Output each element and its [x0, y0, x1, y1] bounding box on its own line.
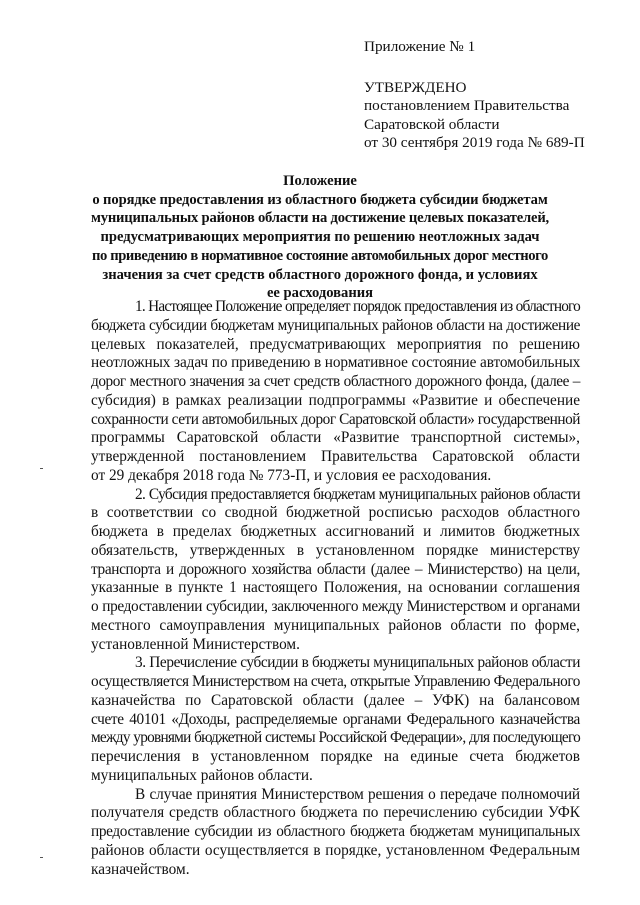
title-line: предусматривающих мероприятия по решению неотложных задач [100, 229, 540, 246]
paragraph-line: В случае принятия Министерством решения о передаче полномочий [135, 785, 580, 803]
title-line: муниципальных районов области на достижение целевых показателей, [91, 210, 549, 227]
paragraph-line: счете 40101 «Доходы, распределяемые органами Федерального казначейства [91, 710, 580, 728]
paragraph-line: неотложных задач по приведению в нормативное состояние автомобильных [91, 354, 581, 372]
paragraph-line: районов области осуществляется в порядке, установленном Федеральным [91, 841, 580, 859]
paragraph-line: утвержденной постановлением Правительства Саратовской области [91, 448, 580, 465]
title-line: ее расходования [266, 285, 374, 302]
title-line: о порядке предоставления из областного бюджета субсидии бюджетам [92, 191, 548, 208]
paragraph-line: обязательств, утвержденных в установленном порядке министерству [91, 541, 580, 559]
appendix-label: Приложение № 1 [364, 38, 476, 55]
paragraph-line: дорог местного значения за счет средств областного дорожного фонда, (далее – [91, 373, 580, 390]
approval-block [364, 38, 624, 153]
paragraph-line: осуществляется Министерством на счета, открытые Управлению Федерального [91, 673, 580, 690]
paragraph-line: указанные в пункте 1 настоящего Положения, на основании соглашения [91, 579, 580, 597]
paragraph-line: бюджета в пределах бюджетных ассигнований и лимитов бюджетных [91, 523, 580, 540]
paragraph-line: перечисления в установленном порядке на единые счета бюджетов [91, 748, 580, 765]
paragraph-line: между уровнями бюджетной системы Российской Федерации», для последующего [91, 729, 580, 747]
paragraph-line: 1. Настоящее Положение определяет порядок предоставления из областного [135, 298, 580, 315]
paragraph-line: местного самоуправления муниципальных районов области по форме, [91, 616, 580, 634]
document-title [90, 172, 550, 303]
approval-line: Саратовской области [364, 115, 500, 133]
title-line: значения за счет средств областного дорожного фонда, и условиях [102, 266, 538, 283]
paragraph-line: предоставление субсидии из областного бюджета бюджетам муниципальных [91, 823, 580, 840]
approval-line: постановлением Правительства [364, 97, 570, 114]
scan-mark [40, 468, 43, 469]
paragraph-line: получателя средств областного бюджета по перечислению субсидии УФК [91, 804, 580, 822]
paragraph-line: программы Саратовской области «Развитие транспортной системы», [91, 429, 580, 447]
paragraph-line: в соответствии со сводной бюджетной росписью расходов областного [91, 504, 580, 522]
document-body [91, 298, 580, 879]
title-line: Положение [283, 173, 357, 189]
paragraph-line: 3. Перечисление субсидии в бюджеты муниципальных районов области [135, 654, 580, 672]
scan-mark [40, 857, 43, 858]
paragraph-line: бюджета субсидии бюджетам муниципальных районов области на достижение [91, 316, 580, 334]
paragraph-line: о предоставлении субсидии, заключенного между Министерством и органами [91, 598, 580, 615]
title-line: по приведению в нормативное состояние автомобильных дорог местного [92, 247, 548, 264]
paragraph-line: транспорта и дорожного хозяйства области (далее – Министерство) на цели, [91, 560, 580, 578]
approval-date-line: от 30 сентября 2019 года № 689-П [364, 134, 585, 151]
paragraph-line: установленной Министерством. [91, 635, 300, 653]
paragraph-line: целевых показателей, предусматривающих мероприятия по решению [91, 335, 580, 353]
paragraph-line: казначейства по Саратовской области (далее – УФК) на балансовом [91, 691, 580, 709]
paragraph-line: казначейством. [91, 860, 190, 878]
approved-label: УТВЕРЖДЕНО [364, 78, 467, 96]
paragraph-line: субсидия) в рамках реализации подпрограммы «Развитие и обеспечение [91, 391, 580, 409]
paragraph-line: муниципальных районов области. [91, 766, 313, 784]
paragraph-line: сохранности сети автомобильных дорог Саратовской области» государственной [91, 410, 580, 428]
paragraph-line: от 29 декабря 2018 года № 773-П, и условия ее расходования. [91, 466, 492, 484]
paragraph-line: 2. Субсидия предоставляется бюджетам муниципальных районов области [135, 485, 580, 503]
